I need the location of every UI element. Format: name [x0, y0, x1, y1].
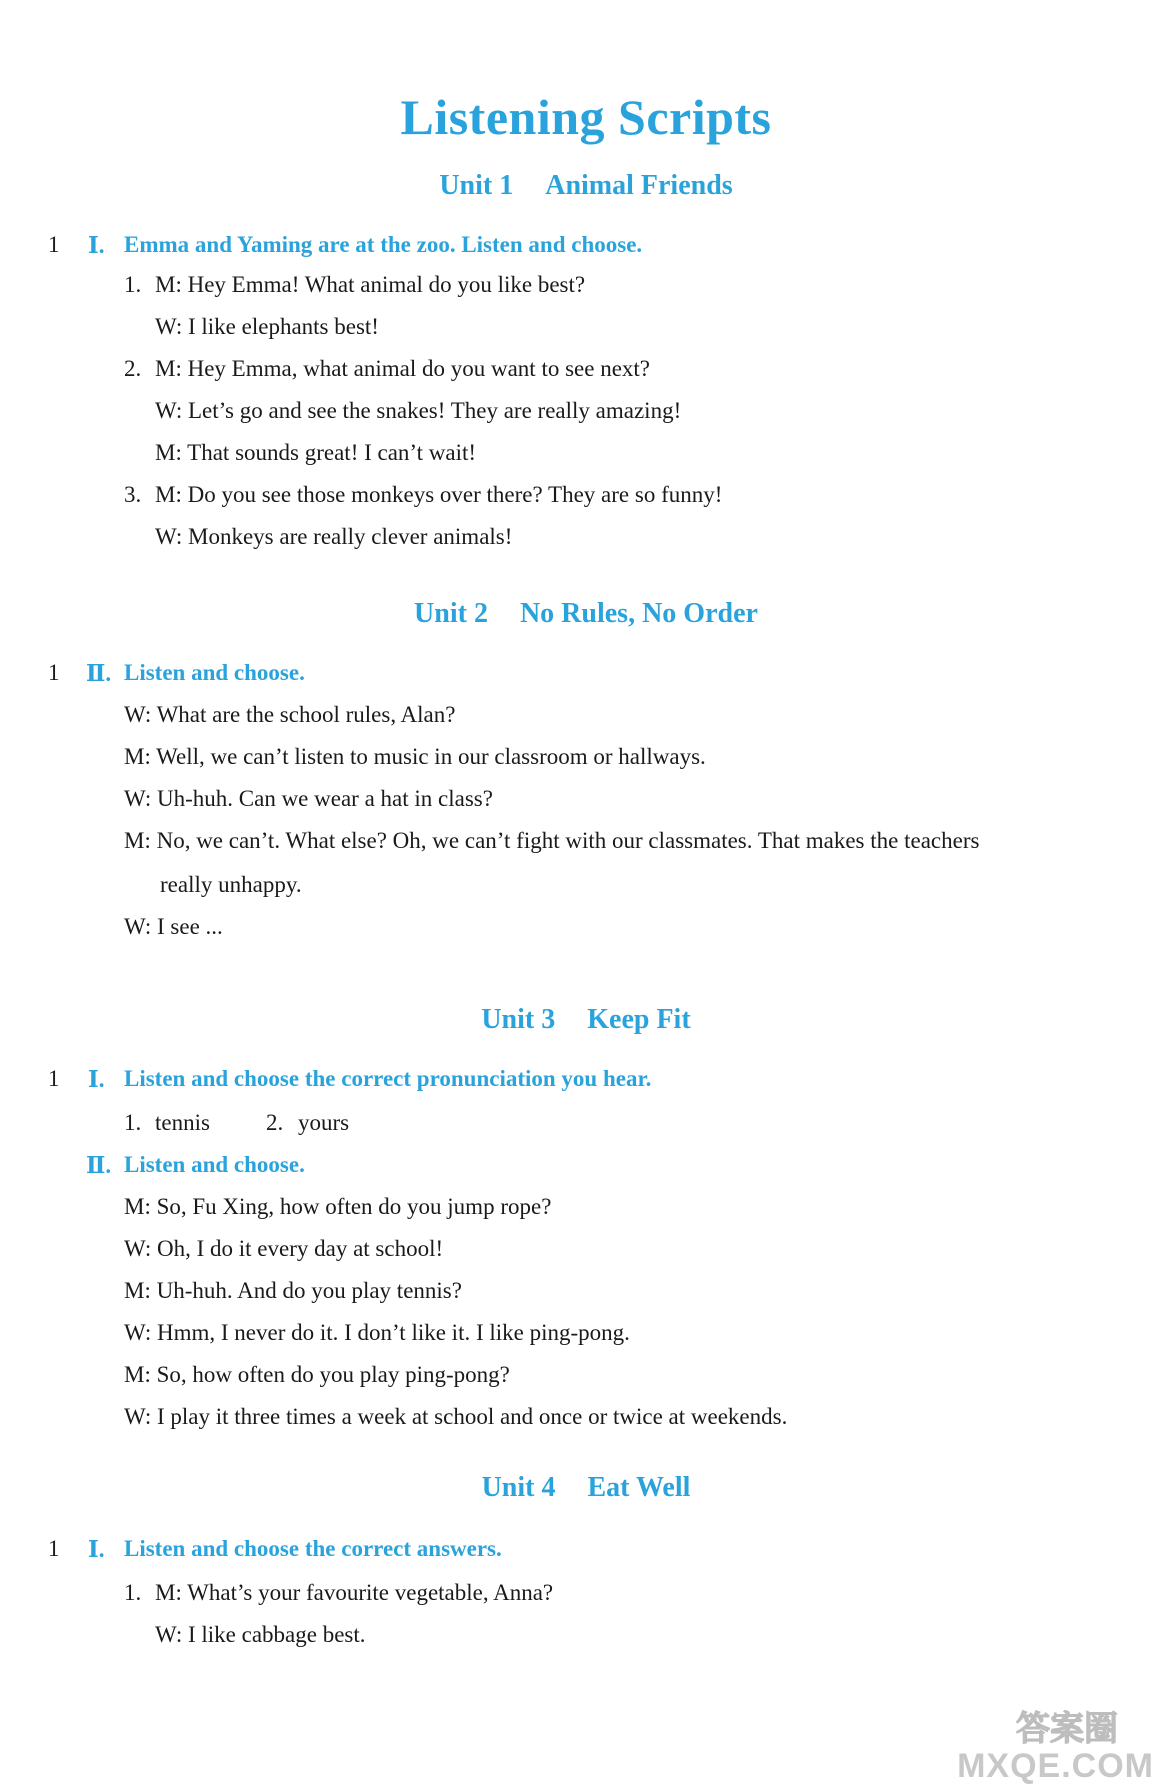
unit-name: No Rules, No Order	[519, 598, 758, 629]
dialogue-line: W: Hmm, I never do it. I don’t like it. I like ping-pong.	[124, 1320, 630, 1345]
dialogue-line: M: Hey Emma, what animal do you want to see next?	[155, 356, 651, 381]
unit-name: Keep Fit	[587, 1004, 691, 1035]
page-title: Listening Scripts	[400, 89, 772, 145]
dialogue-line: W: I like elephants best!	[155, 314, 379, 339]
item-number: 1.	[124, 1110, 142, 1135]
pronunciation-item: yours	[298, 1110, 350, 1135]
dialogue-line: W: Uh-huh. Can we wear a hat in class?	[124, 786, 493, 811]
dialogue-line: really unhappy.	[160, 872, 302, 897]
section-instruction: Listen and choose the correct pronunciation you hear.	[124, 1066, 652, 1091]
unit-name: Eat Well	[587, 1472, 691, 1503]
dialogue-line: M: So, how often do you play ping-pong?	[124, 1362, 510, 1387]
item-number: 1.	[124, 272, 142, 297]
watermark-logo-text: 答案圈	[1016, 1709, 1118, 1748]
item-number: 3.	[124, 482, 142, 507]
section-numeral: Ⅰ.	[88, 233, 105, 258]
watermark-logo	[992, 1708, 1142, 1748]
watermark-site: MXQE.COM	[957, 1747, 1154, 1785]
dialogue-line: W: Let’s go and see the snakes! They are really amazing!	[155, 398, 682, 423]
section-instruction: Listen and choose.	[124, 1152, 305, 1177]
dialogue-line: M: So, Fu Xing, how often do you jump rope?	[124, 1194, 552, 1219]
dialogue-line: M: Hey Emma! What animal do you like best?	[155, 272, 586, 297]
dialogue-line: M: That sounds great! I can’t wait!	[155, 440, 477, 465]
section-instruction: Emma and Yaming are at the zoo. Listen and choose.	[124, 232, 643, 257]
dialogue-line: M: Well, we can’t listen to music in our classroom or hallways.	[124, 744, 706, 769]
section-numeral: Ⅱ.	[86, 661, 112, 686]
dialogue-line: W: Monkeys are really clever animals!	[155, 524, 513, 549]
section-instruction: Listen and choose.	[124, 660, 305, 685]
section-numeral: Ⅰ.	[88, 1067, 105, 1092]
pronunciation-item: tennis	[155, 1110, 210, 1135]
dialogue-line: W: Oh, I do it every day at school!	[124, 1236, 444, 1261]
item-number: 1.	[124, 1580, 142, 1605]
unit-3-heading	[0, 1004, 1172, 1036]
page-ref: 1	[48, 660, 60, 685]
dialogue-line: W: I play it three times a week at school and once or twice at weekends.	[124, 1404, 788, 1429]
page-ref: 1	[48, 232, 60, 257]
unit-1-heading	[0, 170, 1172, 202]
item-number: 2.	[124, 356, 142, 381]
page-ref: 1	[48, 1066, 60, 1091]
section-numeral: Ⅰ.	[88, 1537, 105, 1562]
dialogue-line: M: Uh-huh. And do you play tennis?	[124, 1278, 462, 1303]
section-numeral: Ⅱ.	[86, 1153, 112, 1178]
dialogue-line: M: No, we can’t. What else? Oh, we can’t fight with our classmates. That makes the teachers	[124, 828, 980, 853]
dialogue-line: M: What’s your favourite vegetable, Anna?	[155, 1580, 554, 1605]
page-ref: 1	[48, 1536, 60, 1561]
dialogue-line: W: I see ...	[124, 914, 223, 939]
unit-4-heading	[0, 1472, 1172, 1504]
unit-number: Unit 2	[414, 598, 488, 629]
dialogue-line: W: I like cabbage best.	[155, 1622, 366, 1647]
unit-number: Unit 3	[481, 1004, 556, 1035]
dialogue-line: W: What are the school rules, Alan?	[124, 702, 456, 727]
unit-number: Unit 1	[439, 170, 514, 201]
section-instruction: Listen and choose the correct answers.	[124, 1536, 502, 1561]
unit-number: Unit 4	[481, 1472, 556, 1503]
unit-name: Animal Friends	[545, 170, 733, 201]
unit-2-heading	[0, 598, 1172, 630]
dialogue-line: M: Do you see those monkeys over there? They are so funny!	[155, 482, 723, 507]
item-number: 2.	[266, 1110, 284, 1135]
